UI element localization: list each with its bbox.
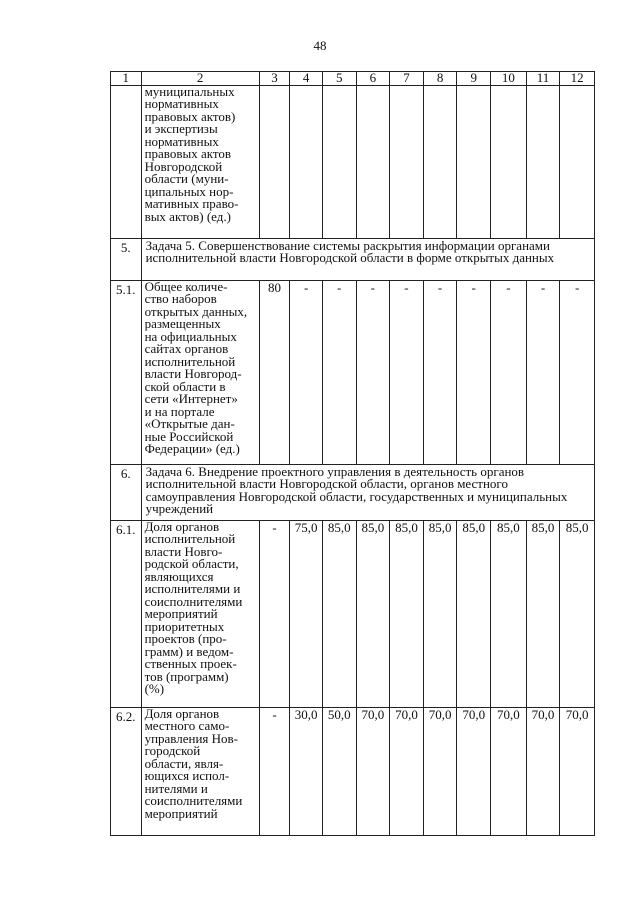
value-cell [491, 85, 527, 238]
value-cell: 85,0 [322, 520, 356, 707]
indicator-name: муниципальных нормативных правовых актов) и экспертизы нормативных правовых актов Новгородской области (муни- ципальных нор- мативных право- вых актов) (ед.) [141, 85, 259, 238]
value-cell: 85,0 [491, 520, 527, 707]
indicator-name: Общее количе- ство наборов открытых данных, размещенных на официальных сайтах органов исполнительной власти Новгород- ской области в сети «Интернет» и на портале «Открытые дан- ные Российской Федерации» (ед.) [141, 280, 259, 464]
table-row [111, 280, 595, 464]
row-number: 5. [111, 238, 142, 280]
value-cell: - [356, 280, 390, 464]
value-cell: 70,0 [390, 707, 424, 835]
row-number: 6.1. [111, 520, 142, 707]
value-cell: 70,0 [457, 707, 491, 835]
value-cell: 75,0 [290, 520, 323, 707]
row-number: 6. [111, 464, 142, 520]
value-cell: 85,0 [560, 520, 595, 707]
value-cell [259, 85, 290, 238]
row-number: 6.2. [111, 707, 142, 835]
column-header: 9 [457, 72, 491, 86]
value-cell [356, 85, 390, 238]
value-cell: - [259, 707, 290, 835]
value-cell: - [491, 280, 527, 464]
column-header: 8 [423, 72, 457, 86]
column-header: 6 [356, 72, 390, 86]
value-cell [423, 85, 457, 238]
value-cell [526, 85, 560, 238]
value-cell: - [457, 280, 491, 464]
column-header: 7 [390, 72, 424, 86]
value-cell: 70,0 [491, 707, 527, 835]
value-cell [390, 85, 424, 238]
indicators-table [110, 71, 595, 836]
column-header: 12 [560, 72, 595, 86]
value-cell: - [259, 520, 290, 707]
column-header: 4 [290, 72, 323, 86]
table-row [111, 85, 595, 238]
value-cell: 70,0 [423, 707, 457, 835]
column-number-row [111, 72, 595, 86]
value-cell: 30,0 [290, 707, 323, 835]
task-text: Задача 5. Совершенствование системы раскрытия информации органами исполнительной власти Новгородской области в форме открытых данных [141, 238, 594, 280]
table-row [111, 707, 595, 835]
row-number: 5.1. [111, 280, 142, 464]
column-header: 3 [259, 72, 290, 86]
value-cell: 85,0 [526, 520, 560, 707]
value-cell: - [390, 280, 424, 464]
value-cell: - [423, 280, 457, 464]
value-cell: 70,0 [526, 707, 560, 835]
column-header: 2 [141, 72, 259, 86]
value-cell [560, 85, 595, 238]
value-cell: - [290, 280, 323, 464]
column-header: 1 [111, 72, 142, 86]
value-cell: 85,0 [390, 520, 424, 707]
value-cell: - [560, 280, 595, 464]
value-cell: - [322, 280, 356, 464]
page-number: 48 [313, 38, 327, 53]
value-cell: 70,0 [356, 707, 390, 835]
column-header: 5 [322, 72, 356, 86]
value-cell: 80 [259, 280, 290, 464]
task-row [111, 464, 595, 520]
value-cell [322, 85, 356, 238]
value-cell [290, 85, 323, 238]
row-number [111, 85, 142, 238]
value-cell: 70,0 [560, 707, 595, 835]
value-cell: 50,0 [322, 707, 356, 835]
value-cell: - [526, 280, 560, 464]
table-row [111, 520, 595, 707]
value-cell: 85,0 [457, 520, 491, 707]
indicator-name: Доля органов исполнительной власти Новго- родской области, являющихся исполнителями и соисполнителями мероприятий приоритетных проектов (про- грамм) и ведом- ственных проек- тов (программ) (%) [141, 520, 259, 707]
task-row [111, 238, 595, 280]
value-cell: 85,0 [356, 520, 390, 707]
column-header: 10 [491, 72, 527, 86]
indicator-name: Доля органов местного само- управления Нов- городской области, явля- ющихся испол- нителями и соисполнителями мероприятий [141, 707, 259, 835]
column-header: 11 [526, 72, 560, 86]
task-text: Задача 6. Внедрение проектного управления в деятельность органов исполнительной власти Новгородской области, органов местного самоуправления Новгородской области, государственных и муниципальных учреждений [141, 464, 594, 520]
value-cell: 85,0 [423, 520, 457, 707]
value-cell [457, 85, 491, 238]
